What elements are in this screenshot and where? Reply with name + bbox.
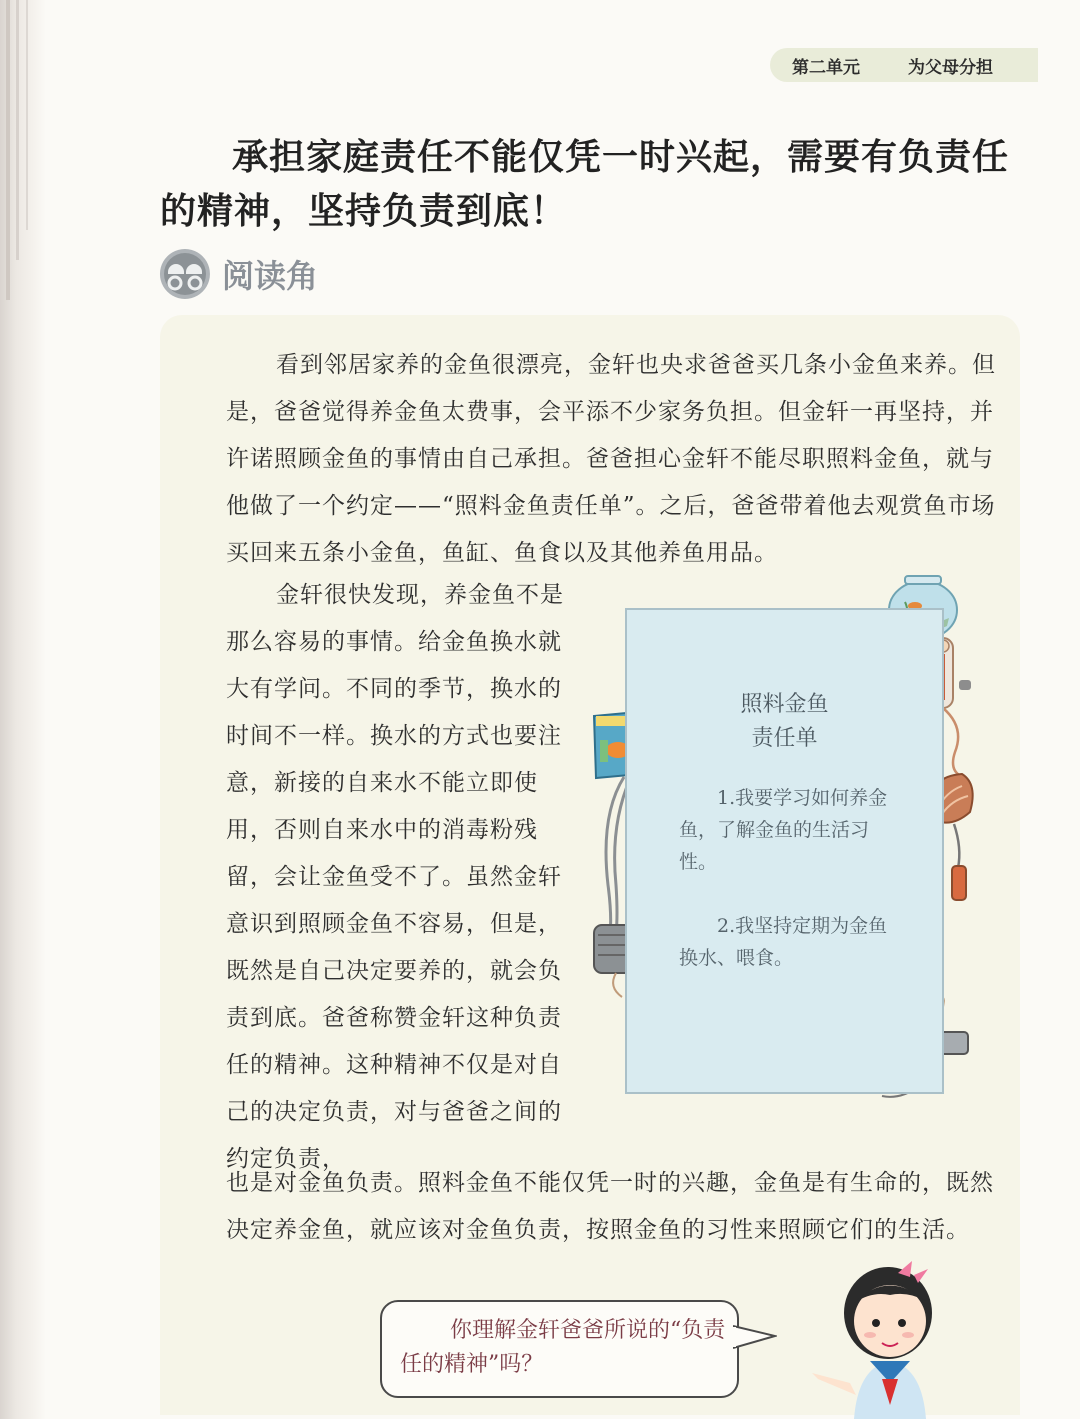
question-text: 你理解金轩爸爸所说的“负责任的精神”吗？ — [400, 1318, 726, 1377]
card-item-1: 1.我要学习如何养金鱼，了解金鱼的生活习性。 — [679, 787, 888, 873]
card-title-line-2: 责任单 — [751, 726, 818, 751]
responsibility-card — [625, 608, 944, 1094]
card-item-2: 2.我坚持定期为金鱼换水、喂食。 — [679, 915, 888, 969]
page-header — [770, 48, 1038, 82]
paragraph-3: 也是对金鱼负责。照料金鱼不能仅凭一时的兴趣，金鱼是有生命的，既然决定养金鱼，就应该对金鱼负责，按照金鱼的习性来照顾它们的生活。 — [226, 1170, 994, 1243]
topic-label: 为父母分担 — [908, 57, 993, 78]
paragraph-1: 看到邻居家养的金鱼很漂亮，金轩也央求爸爸买几条小金鱼来养。但是，爸爸觉得养金鱼太费事，会平添不少家务负担。但金轩一再坚持，并许诺照顾金鱼的事情由自己承担。爸爸担心金轩不能尽职照料金鱼，就与他做了一个约定——“照料金鱼责任单”。之后，爸爸带着他去观赏鱼市场买回来五条小金鱼，鱼缸、鱼食以及其他养鱼用品。 — [226, 352, 996, 566]
card-title-line-1: 照料金鱼 — [740, 692, 829, 717]
intro-statement: 承担家庭责任不能仅凭一时兴起，需要有负责任的精神，坚持负责到底！ — [160, 136, 1010, 232]
bubble-tail — [733, 1322, 777, 1352]
section-title: 阅读角 — [222, 257, 319, 295]
reading-corner-icon — [158, 247, 212, 301]
card-title — [627, 688, 942, 756]
girl-illustration — [810, 1255, 970, 1419]
unit-label: 第二单元 — [792, 57, 860, 78]
section-heading — [158, 246, 318, 302]
book-spine-shadow — [0, 0, 46, 1419]
paragraph-2: 金轩很快发现，养金鱼不是那么容易的事情。给金鱼换水就大有学问。不同的季节，换水的时间不一样。换水的方式也要注意，新接的自来水不能立即使用，否则自来水中的消毒粉残留，会让金鱼受不了。虽然金轩意识到照顾金鱼不容易，但是，既然是自己决定要养的，就会负责到底。爸爸称赞金轩这种负责任的精神。这种精神不仅是对自己的决定负责，对与爸爸之间的约定负责， — [226, 582, 564, 1172]
question-bubble — [380, 1300, 739, 1398]
